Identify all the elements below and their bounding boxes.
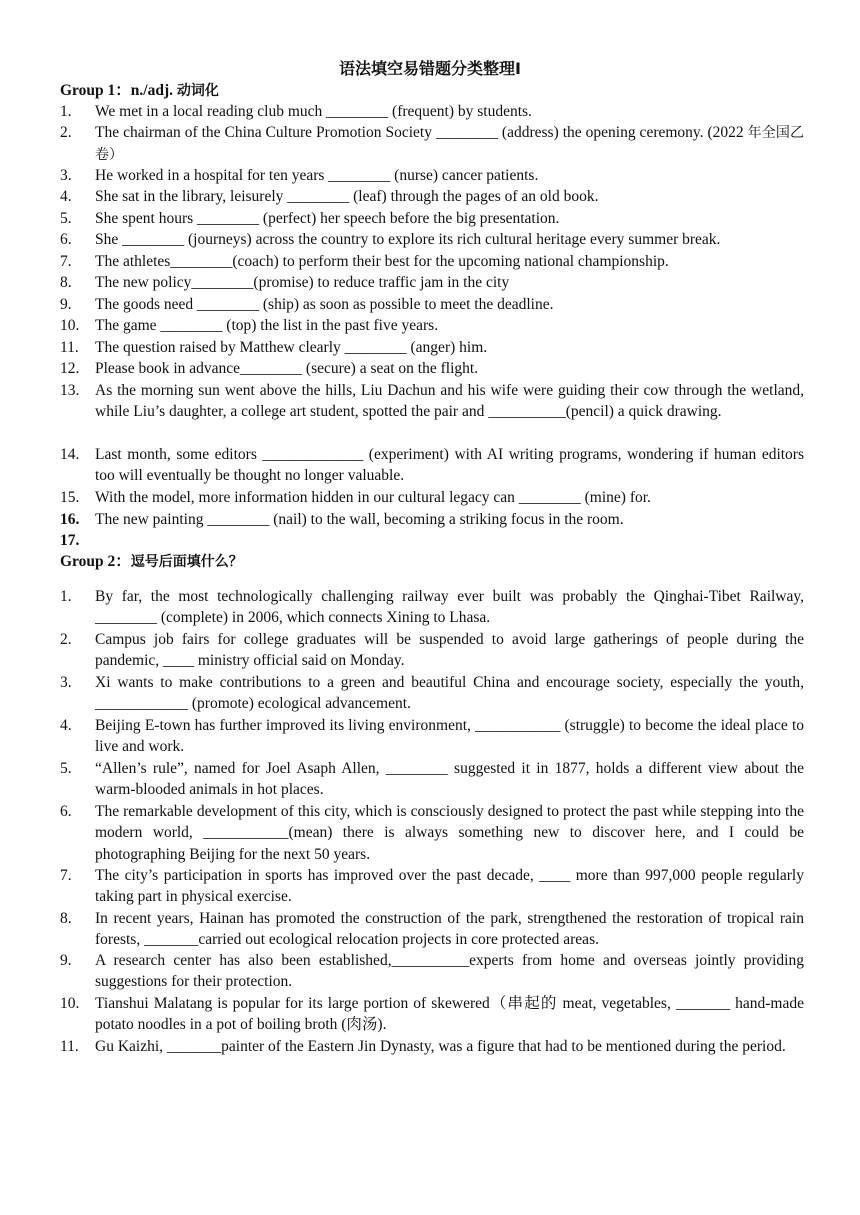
page-title: 语法填空易错题分类整理Ⅰ	[339, 59, 521, 78]
group-2-heading	[60, 551, 243, 573]
question-number: 3.	[60, 674, 72, 691]
group1-question-9	[60, 294, 804, 315]
question-number: 8.	[60, 910, 72, 927]
group1-question-2	[60, 122, 804, 167]
group2-question-7	[60, 865, 804, 908]
group1-question-4	[60, 186, 804, 207]
group2-question-11	[60, 1036, 804, 1057]
group2-question-3	[60, 672, 804, 715]
question-text: Gu Kaizhi, _______painter of the Eastern Jin Dynasty, was a figure that had to be mentioned during the period.	[95, 1038, 786, 1055]
question-text: Tianshui Malatang is popular for its large portion of skewered（串起的 meat, vegetables, _______ hand-made potato noodles in a pot of boiling broth (肉汤).	[95, 995, 804, 1034]
question-text: Please book in advance________ (secure) a seat on the flight.	[95, 360, 479, 377]
question-text: The question raised by Matthew clearly ________ (anger) him.	[95, 339, 488, 356]
group2-question-2	[60, 629, 804, 672]
question-number: 13.	[60, 382, 80, 399]
group1-question-12	[60, 358, 804, 379]
question-text: Last month, some editors _____________ (experiment) with AI writing programs, wondering if human editors too will eventually be thought no longer valuable.	[95, 446, 804, 485]
group1-question-10	[60, 315, 804, 336]
question-text-en: The chairman of the China Culture Promotion Society ________ (address) the opening ceremony. (2022	[95, 124, 744, 141]
question-number: 1.	[60, 588, 72, 605]
question-text: Campus job fairs for college graduates will be suspended to avoid large gatherings of people during the pandemic, ____ ministry official said on Monday.	[95, 631, 804, 670]
question-number: 11.	[60, 339, 79, 356]
question-number: 14.	[60, 446, 80, 463]
question-number: 2.	[60, 124, 72, 141]
group1-question-11	[60, 337, 804, 358]
group1-question-7	[60, 251, 804, 272]
question-text: “Allen’s rule”, named for Joel Asaph Allen, ________ suggested it in 1877, holds a different view about the warm-blooded animals in hot places.	[95, 760, 804, 799]
question-number: 7.	[60, 253, 72, 270]
question-number: 1.	[60, 103, 72, 120]
question-number: 8.	[60, 274, 72, 291]
group-1-heading-en: Group 1：n./adj.	[60, 82, 177, 99]
question-number: 10.	[60, 317, 80, 334]
group2-question-8	[60, 908, 804, 951]
question-number: 15.	[60, 489, 80, 506]
question-text: By far, the most technologically challenging railway ever built was probably the Qinghai-Tibet Railway, ________ (complete) in 2006, which connects Xining to Lhasa.	[95, 588, 804, 627]
question-number: 9.	[60, 952, 72, 969]
group1-question-1	[60, 101, 804, 122]
question-text: The athletes________(coach) to perform their best for the upcoming national championship.	[95, 253, 669, 270]
question-number: 5.	[60, 760, 72, 777]
question-text: With the model, more information hidden in our cultural legacy can ________ (mine) for.	[95, 489, 651, 506]
group2-question-1	[60, 586, 804, 629]
question-number: 11.	[60, 1038, 79, 1055]
group2-question-10	[60, 993, 804, 1036]
group-1-heading	[60, 80, 219, 102]
question-text: Xi wants to make contributions to a green and beautiful China and encourage society, especially the youth, ____________ (promote) ecological advancement.	[95, 674, 804, 713]
group2-question-9	[60, 950, 804, 993]
group-2-heading-en: Group 2：	[60, 553, 131, 570]
question-number: 6.	[60, 803, 72, 820]
question-number: 2.	[60, 631, 72, 648]
question-text: As the morning sun went above the hills, Liu Dachun and his wife were guiding their cow through the wetland, while Liu’s daughter, a college art student, spotted the pair and __________(pencil) a quick drawing.	[95, 382, 804, 421]
group1-question-15	[60, 487, 804, 508]
group-2-heading-zh: 逗号后面填什么？	[130, 554, 243, 570]
question-text: We met in a local reading club much ________ (frequent) by students.	[95, 103, 532, 120]
question-number: 6.	[60, 231, 72, 248]
group2-question-4	[60, 715, 804, 758]
question-number: 5.	[60, 210, 72, 227]
question-text: She sat in the library, leisurely ________ (leaf) through the pages of an old book.	[95, 188, 599, 205]
question-text: The remarkable development of this city, which is consciously designed to protect the past while stepping into the modern world, ___________(mean) there is always something new to discover here, and I could be photographing Beijing for the next 50 years.	[95, 803, 804, 863]
question-number: 17.	[60, 532, 80, 549]
question-text: She ________ (journeys) across the country to explore its rich cultural heritage every summer break.	[95, 231, 721, 248]
group1-question-13	[60, 380, 804, 423]
question-number: 3.	[60, 167, 72, 184]
question-text: She spent hours ________ (perfect) her speech before the big presentation.	[95, 210, 560, 227]
question-number: 4.	[60, 188, 72, 205]
group-1-heading-zh: 动词化	[176, 83, 219, 99]
question-number: 12.	[60, 360, 80, 377]
group2-question-5	[60, 758, 804, 801]
question-text: He worked in a hospital for ten years ________ (nurse) cancer patients.	[95, 167, 539, 184]
question-text: In recent years, Hainan has promoted the construction of the park, strengthened the restoration of tropical rain forests, _______carried out ecological relocation projects in core protected areas.	[95, 910, 804, 949]
group1-question-16	[60, 509, 804, 530]
group1-question-8	[60, 272, 804, 293]
group2-question-6	[60, 801, 804, 865]
group1-question-14	[60, 444, 804, 487]
question-text: The city’s participation in sports has improved over the past decade, ____ more than 997,000 people regularly taking part in physical exercise.	[95, 867, 804, 906]
question-text: A research center has also been established,__________experts from home and overseas jointly providing suggestions for their protection.	[95, 952, 804, 991]
group1-question-5	[60, 208, 804, 229]
question-number: 4.	[60, 717, 72, 734]
question-text: Beijing E-town has further improved its living environment, ___________ (struggle) to become the ideal place to live and work.	[95, 717, 804, 756]
question-number: 10.	[60, 995, 80, 1012]
question-text: The goods need ________ (ship) as soon as possible to meet the deadline.	[95, 296, 554, 313]
question-text: The new painting ________ (nail) to the wall, becoming a striking focus in the room.	[95, 511, 624, 528]
group1-question-3	[60, 165, 804, 186]
question-number: 7.	[60, 867, 72, 884]
group1-question-6	[60, 229, 804, 250]
question-source-note: 年全国乙卷）	[95, 125, 804, 164]
question-text	[95, 122, 804, 167]
question-number: 9.	[60, 296, 72, 313]
question-text: The game ________ (top) the list in the past five years.	[95, 317, 439, 334]
question-text: The new policy________(promise) to reduce traffic jam in the city	[95, 274, 510, 291]
question-number: 16.	[60, 511, 80, 528]
